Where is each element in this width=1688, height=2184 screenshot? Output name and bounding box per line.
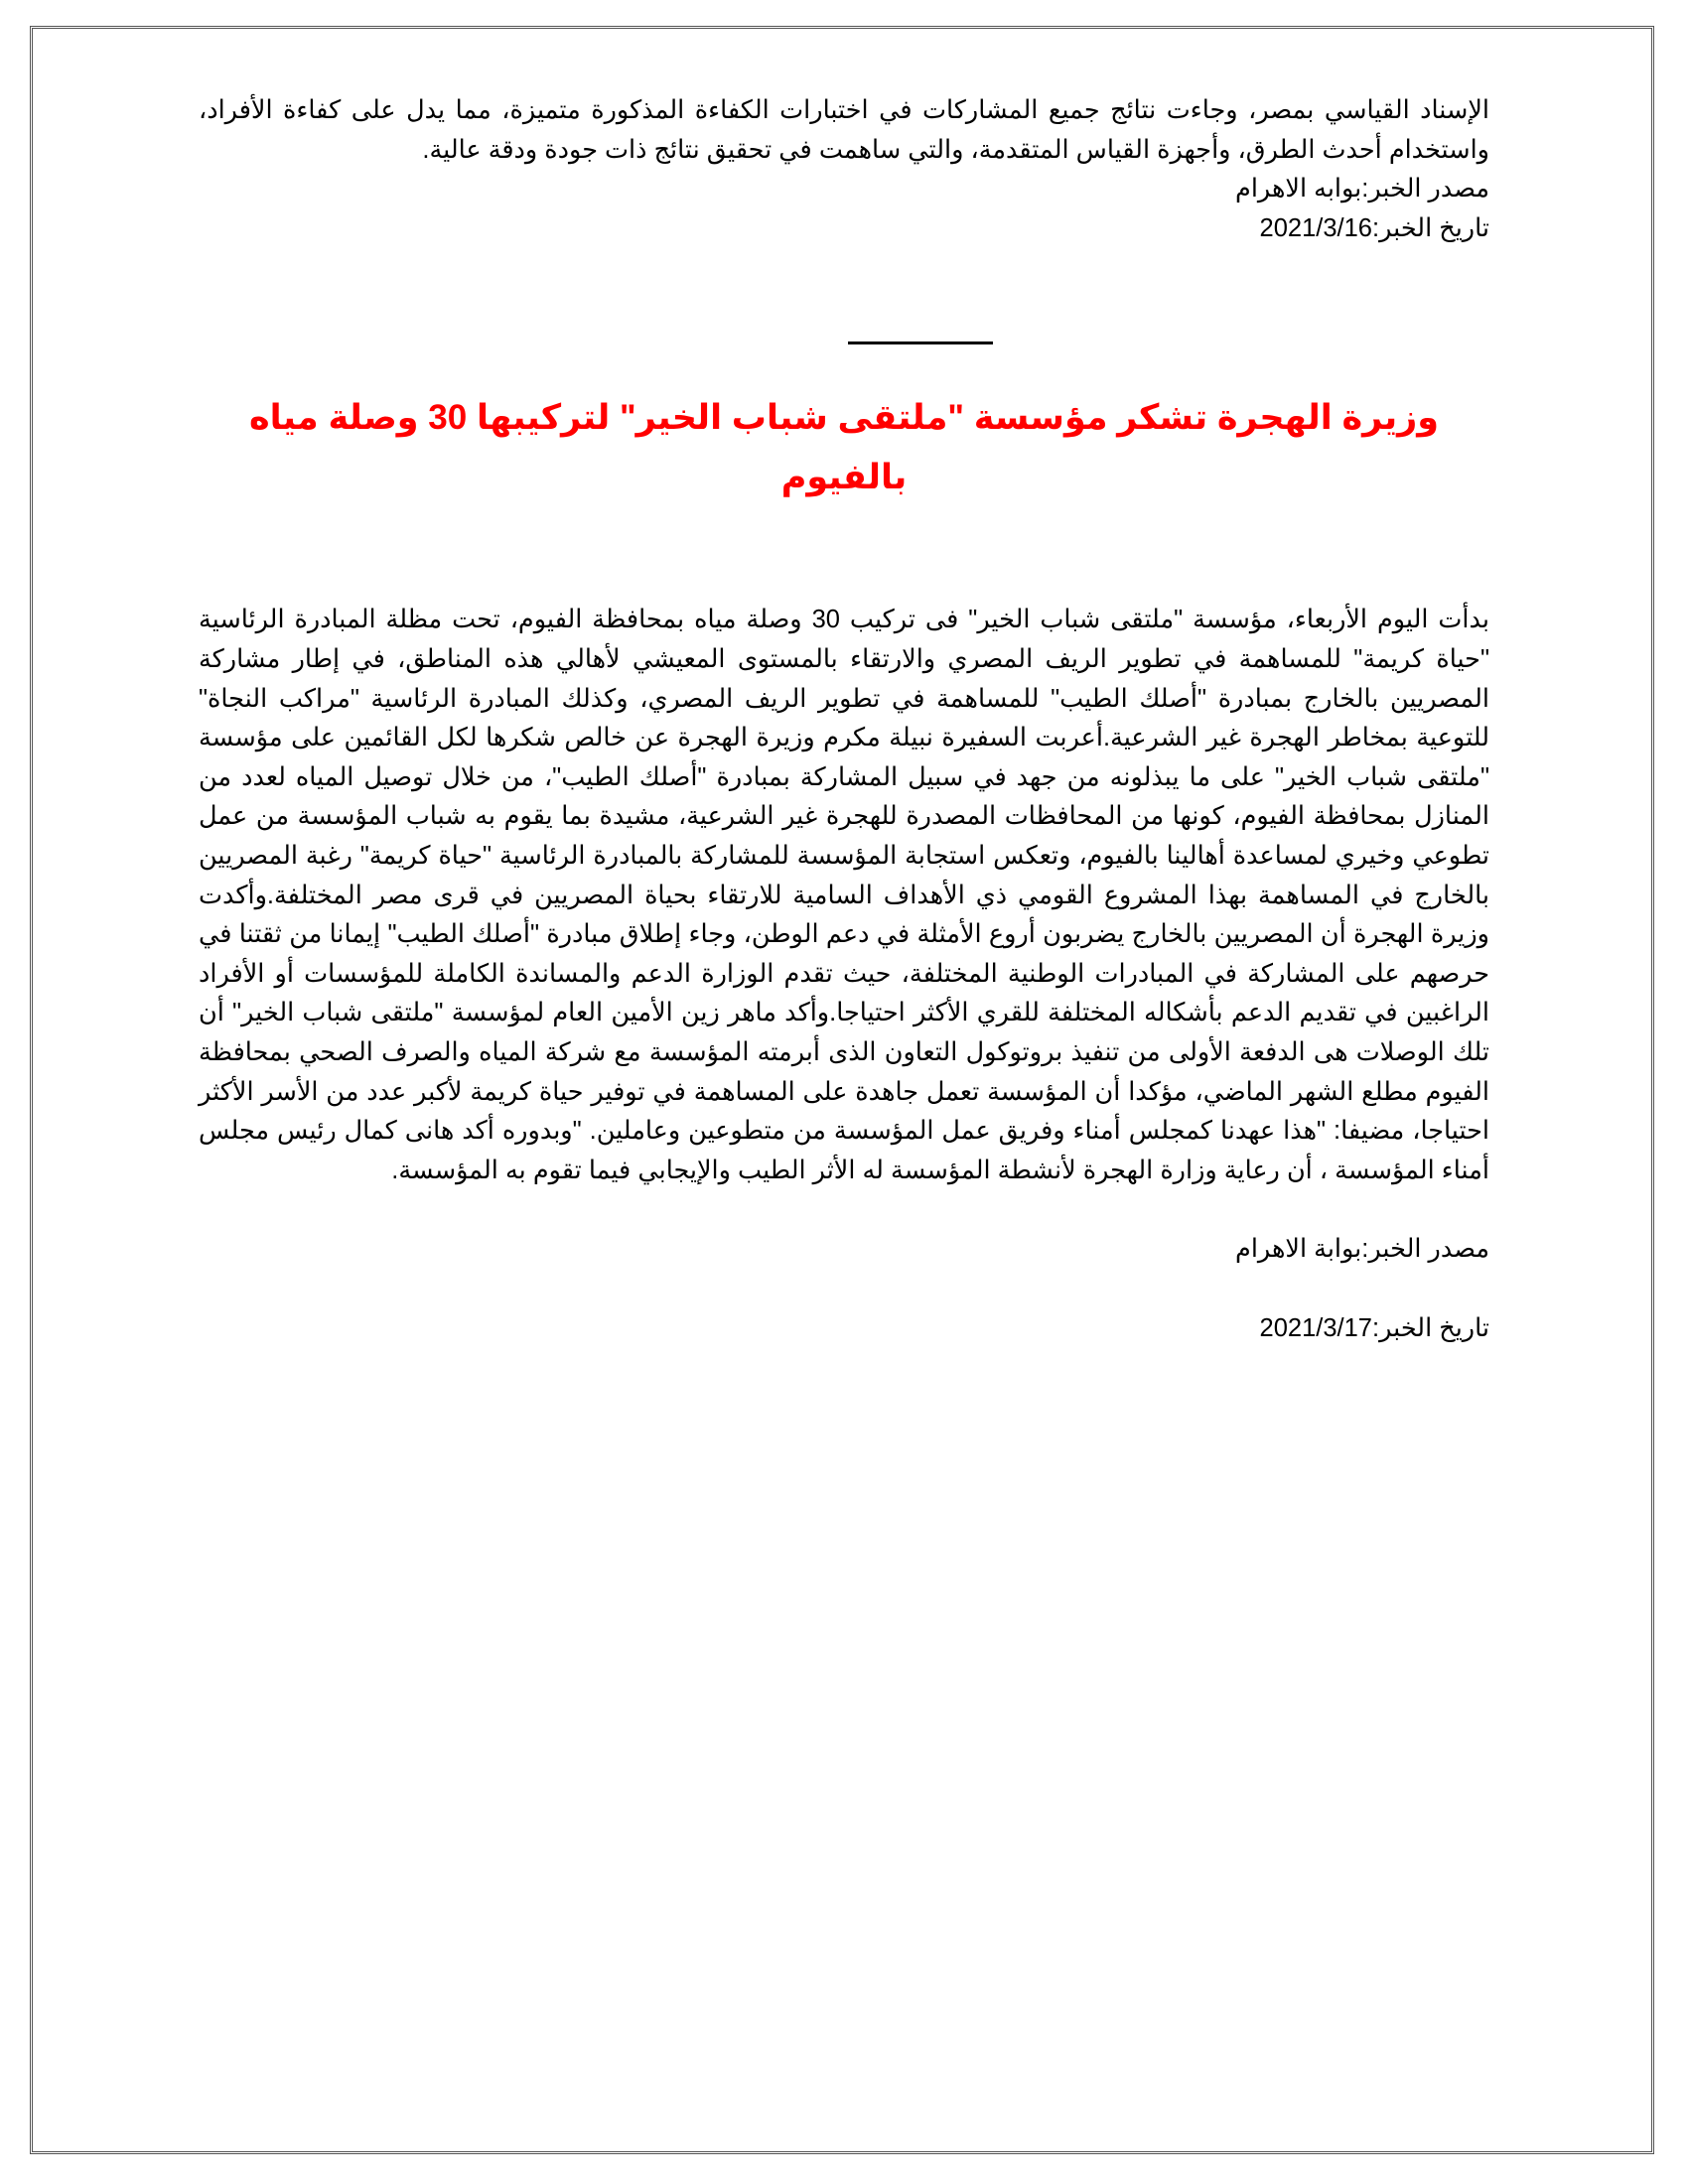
- article-body: بدأت اليوم الأربعاء، مؤسسة "ملتقى شباب الخير" فى تركيب 30 وصلة مياه بمحافظة الفيوم، تحت مظلة المبادرة الرئاسية "حياة كريمة" للمساهمة في تطوير الريف المصري والارتقاء بالمستوى المعيشي لأهالي هذه المناطق، في إطار مشاركة المصريين بالخارج بمبادرة "أصلك الطيب" للمساهمة في تطوير الريف المصري، وكذلك المبادرة الرئاسية "مراكب النجاة" للتوعية بمخاطر الهجرة غير الشرعية.أعربت السفيرة نبيلة مكرم وزيرة الهجرة عن خالص شكرها لكل القائمين على مؤسسة "ملتقى شباب الخير" على ما يبذلونه من جهد في سبيل المشاركة بمبادرة "أصلك الطيب"، من خلال توصيل المياه لعدد من المنازل بمحافظة الفيوم، كونها من المحافظات المصدرة للهجرة غير الشرعية، مشيدة بما يقوم به شباب المؤسسة من عمل تطوعي وخيري لمساعدة أهالينا بالفيوم، وتعكس استجابة المؤسسة للمشاركة بالمبادرة الرئاسية "حياة كريمة" رغبة المصريين بالخارج في المساهمة بهذا المشروع القومي ذي الأهداف السامية للارتقاء بحياة المصريين في قرى مصر المختلفة.وأكدت وزيرة الهجرة أن المصريين بالخارج يضربون أروع الأمثلة في دعم الوطن، وجاء إطلاق مبادرة "أصلك الطيب" إيمانا من ثقتنا في حرصهم على المشاركة في المبادرات الوطنية المختلفة، حيث تقدم الوزارة الدعم والمساندة الكاملة للمؤسسات أو الأفراد الراغبين في تقديم الدعم بأشكاله المختلفة للقري الأكثر احتياجا.وأكد ماهر زين الأمين العام لمؤسسة "ملتقى شباب الخير" أن تلك الوصلات هى الدفعة الأولى من تنفيذ بروتوكول التعاون الذى أبرمته المؤسسة مع شركة المياه والصرف الصحي بمحافظة الفيوم مطلع الشهر الماضي، مؤكدا أن المؤسسة تعمل جاهدة على المساهمة في توفير حياة كريمة لأكبر عدد من الأسر الأكثر احتياجا، مضيفا: "هذا عهدنا كمجلس أمناء وفريق عمل المؤسسة من متطوعين وعاملين. "وبدوره أكد هانى كمال رئيس مجلس أمناء المؤسسة ، أن رعاية وزارة الهجرة لأنشطة المؤسسة له الأثر الطيب والإيجابي فيما تقوم به المؤسسة.: [199, 606, 1490, 1184]
- article-headline: وزيرة الهجرة تشكر مؤسسة "ملتقى شباب الخير" لتركيبها 30 وصلة مياه بالفيوم: [248, 398, 1440, 497]
- document-content: [199, 91, 1489, 1348]
- article-date: تاريخ الخبر:2021/3/17: [1259, 1313, 1489, 1342]
- article-source: مصدر الخبر:بوابة الاهرام: [1235, 1235, 1489, 1264]
- previous-article-source: مصدر الخبر:بوابه الاهرام: [1235, 175, 1489, 204]
- previous-article-paragraph: الإسناد القياسي بمصر، وجاءت نتائج جميع المشاركات في اختبارات الكفاءة المذكورة متميزة، مما يدل على كفاءة الأفراد، واستخدام أحدث الطرق، وأجهزة القياس المتقدمة، والتي ساهمت في تحقيق نتائج ذات جودة ودقة عالية.: [199, 96, 1489, 164]
- article-separator: [848, 341, 993, 344]
- previous-article-date: تاريخ الخبر:2021/3/16: [1259, 213, 1489, 242]
